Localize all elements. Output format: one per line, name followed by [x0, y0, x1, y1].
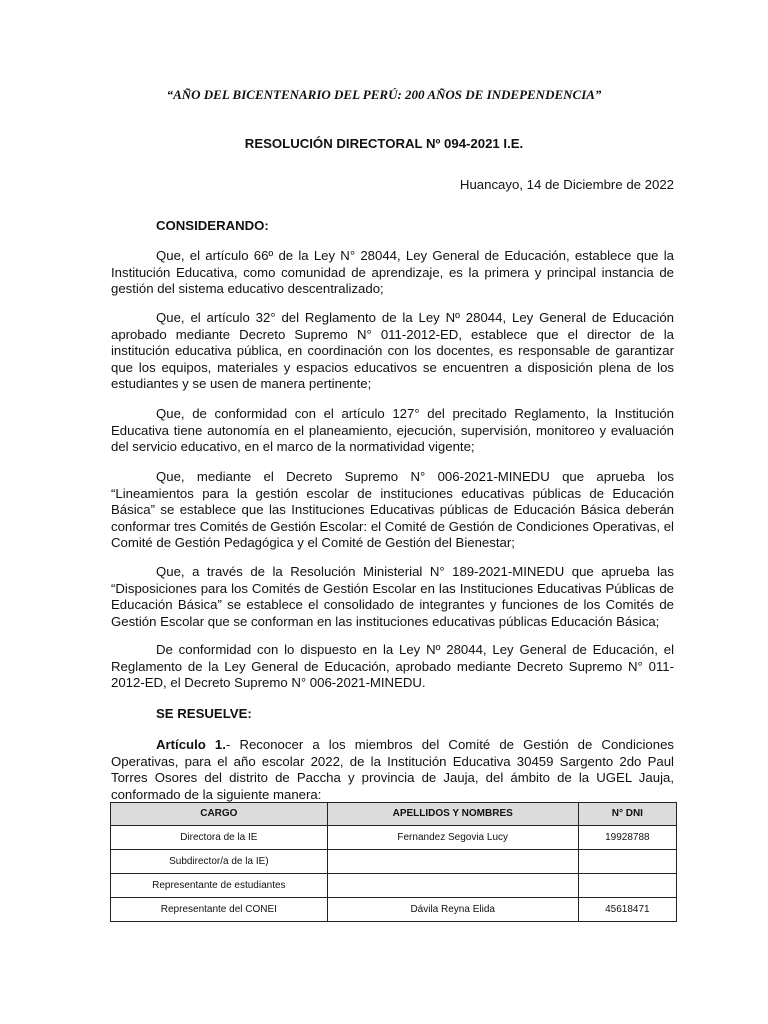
- articulo-1-label: Artículo 1.: [156, 737, 226, 752]
- articulo-1-paragraph: [111, 737, 674, 803]
- document-motto: “AÑO DEL BICENTENARIO DEL PERÚ: 200 AÑOS DE INDEPENDENCIA”: [166, 87, 602, 102]
- articulo-1-text: - Reconocer a los miembros del Comité de Gestión de Condiciones Operativas, para el año escolar 2022, de la Institución Educativa 30459 Sargento 2do Paul Torres Osores del distrito de Paccha y provincia de Jauja, del ámbito de la UGEL Jauja, conformado de la siguiente manera:: [111, 737, 674, 802]
- considerando-paragraph-4: Que, mediante el Decreto Supremo N° 006-2021-MINEDU que aprueba los “Lineamientos para la gestión escolar de instituciones educativas públicas de Educación Básica” se establece que las Instituciones Educativas públicas de Educación Básica deberán conformar tres Comités de Gestión Escolar: el Comité de Gestión de Condiciones Operativas, el Comité de Gestión Pedagógica y el Comité de Gestión del Bienestar;: [111, 469, 674, 551]
- cell-cargo: Subdirector/a de la IE): [111, 850, 328, 874]
- considerando-paragraph-5: Que, a través de la Resolución Ministerial N° 189-2021-MINEDU que aprueba las “Disposiciones para los Comités de Gestión Escolar en las Instituciones Educativas Públicas de Educación Básica” se establece el consolidado de integrantes y funciones de los Comités de Gestión Escolar que se conforman en las instituciones educativas públicas Educación Básica;: [111, 564, 674, 629]
- table-row: [111, 898, 677, 922]
- committee-table: [110, 802, 677, 922]
- place-date: Huancayo, 14 de Diciembre de 2022: [459, 177, 674, 192]
- considerando-heading: CONSIDERANDO:: [156, 218, 269, 233]
- se-resuelve-heading: SE RESUELVE:: [156, 706, 252, 721]
- table-row: [111, 874, 677, 898]
- table-header-row: [111, 803, 677, 826]
- considerando-paragraph-2: Que, el artículo 32° del Reglamento de la Ley Nº 28044, Ley General de Educación aprobado mediante Decreto Supremo N° 011-2012-ED, establece que el director de la institución educativa pública, en coordinación con los docentes, es responsable de garantizar que los equipos, materiales y espacios educativos se encuentren a disposición plena de los estudiantes y se usen de manera pertinente;: [111, 310, 674, 392]
- cell-cargo: Representante del CONEI: [111, 898, 328, 922]
- cell-nombre: [327, 874, 578, 898]
- table-row: [111, 850, 677, 874]
- considerando-paragraph-3: Que, de conformidad con el artículo 127° del precitado Reglamento, la Institución Educativa tiene autonomía en el planeamiento, ejecución, supervisión, monitoreo y evaluación del servicio educativo, en el marco de la normatividad vigente;: [111, 406, 674, 455]
- cell-dni: [578, 874, 676, 898]
- cell-nombre: Fernandez Segovia Lucy: [327, 826, 578, 850]
- header-apellidos-nombres: APELLIDOS Y NOMBRES: [327, 803, 578, 826]
- table-row: [111, 826, 677, 850]
- header-cargo: CARGO: [111, 803, 328, 826]
- cell-dni: 45618471: [578, 898, 676, 922]
- cell-cargo: Directora de la IE: [111, 826, 328, 850]
- cell-dni: [578, 850, 676, 874]
- cell-nombre: Dávila Reyna Elida: [327, 898, 578, 922]
- considerando-paragraph-1: Que, el artículo 66º de la Ley N° 28044, Ley General de Educación, establece que la Institución Educativa, como comunidad de aprendizaje, es la primera y principal instancia de gestión del sistema educativo descentralizado;: [111, 248, 674, 297]
- considerando-paragraph-6: De conformidad con lo dispuesto en la Ley Nº 28044, Ley General de Educación, el Reglamento de la Ley General de Educación, aprobado mediante Decreto Supremo N° 011-2012-ED, el Decreto Supremo N° 006-2021-MINEDU.: [111, 642, 674, 691]
- cell-dni: 19928788: [578, 826, 676, 850]
- cell-cargo: Representante de estudiantes: [111, 874, 328, 898]
- cell-nombre: [327, 850, 578, 874]
- resolution-title: RESOLUCIÓN DIRECTORAL Nº 094-2021 I.E.: [244, 136, 524, 151]
- header-dni: N° DNI: [578, 803, 676, 826]
